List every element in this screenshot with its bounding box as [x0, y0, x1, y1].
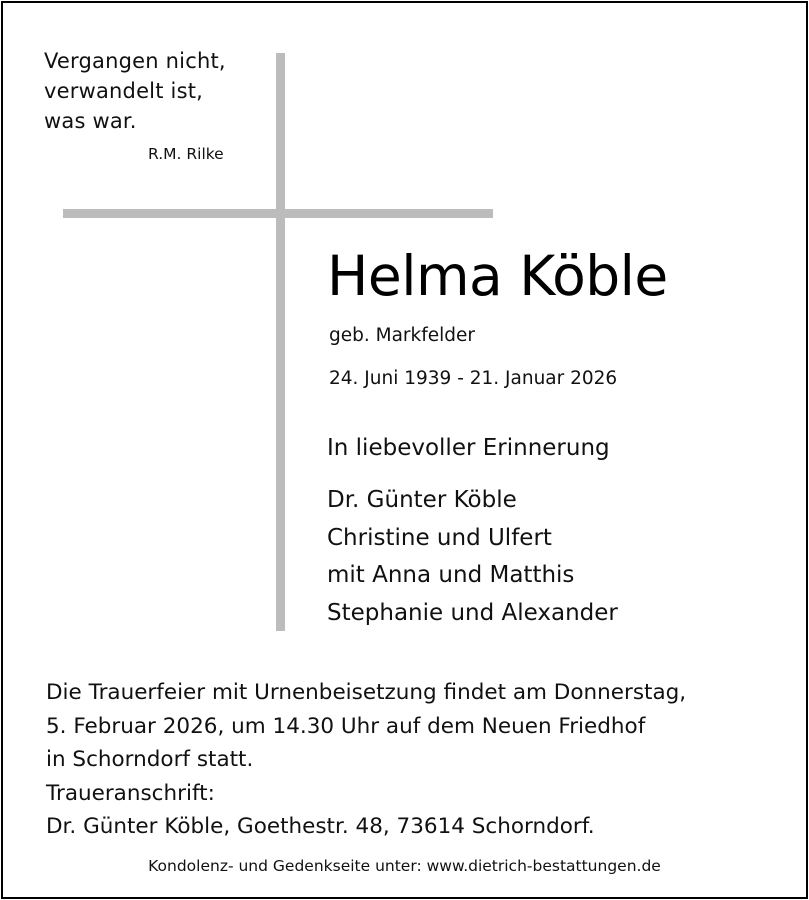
deceased-name: Helma Köble	[327, 244, 668, 308]
mourner-entry: Christine und Ulfert	[327, 524, 552, 551]
cross-vertical-beam	[276, 53, 285, 631]
mourner-entry: Stephanie und Alexander	[327, 599, 618, 626]
mourner-entry: Dr. Günter Köble	[327, 487, 517, 513]
ceremony-line: in Schorndorf statt.	[46, 747, 254, 772]
condolence-address-label: Traueranschrift:	[46, 780, 215, 806]
mourners-list	[327, 482, 618, 632]
ceremony-details	[46, 676, 686, 844]
ceremony-line: 5. Februar 2026, um 14.30 Uhr auf dem Neuen Friedhof	[46, 713, 646, 739]
rilke-quote	[44, 46, 226, 136]
condolence-website-note: Kondolenz- und Gedenkseite unter: www.dietrich-bestattungen.de	[148, 857, 661, 875]
ceremony-line: Die Trauerfeier mit Urnenbeisetzung findet am Donnerstag,	[46, 680, 687, 705]
mourner-entry: mit Anna und Matthis	[327, 562, 575, 588]
quote-line: was war.	[44, 109, 137, 133]
maiden-name: geb. Markfelder	[329, 325, 476, 346]
cross-horizontal-beam	[63, 209, 493, 218]
condolence-address: Dr. Günter Köble, Goethestr. 48, 73614 Schorndorf.	[46, 814, 595, 839]
remembrance-heading: In liebevoller Erinnerung	[327, 435, 610, 461]
life-dates: 24. Juni 1939 - 21. Januar 2026	[329, 368, 618, 389]
quote-author: R.M. Rilke	[148, 145, 224, 163]
quote-line: verwandelt ist,	[44, 79, 204, 103]
quote-line: Vergangen nicht,	[44, 49, 226, 73]
